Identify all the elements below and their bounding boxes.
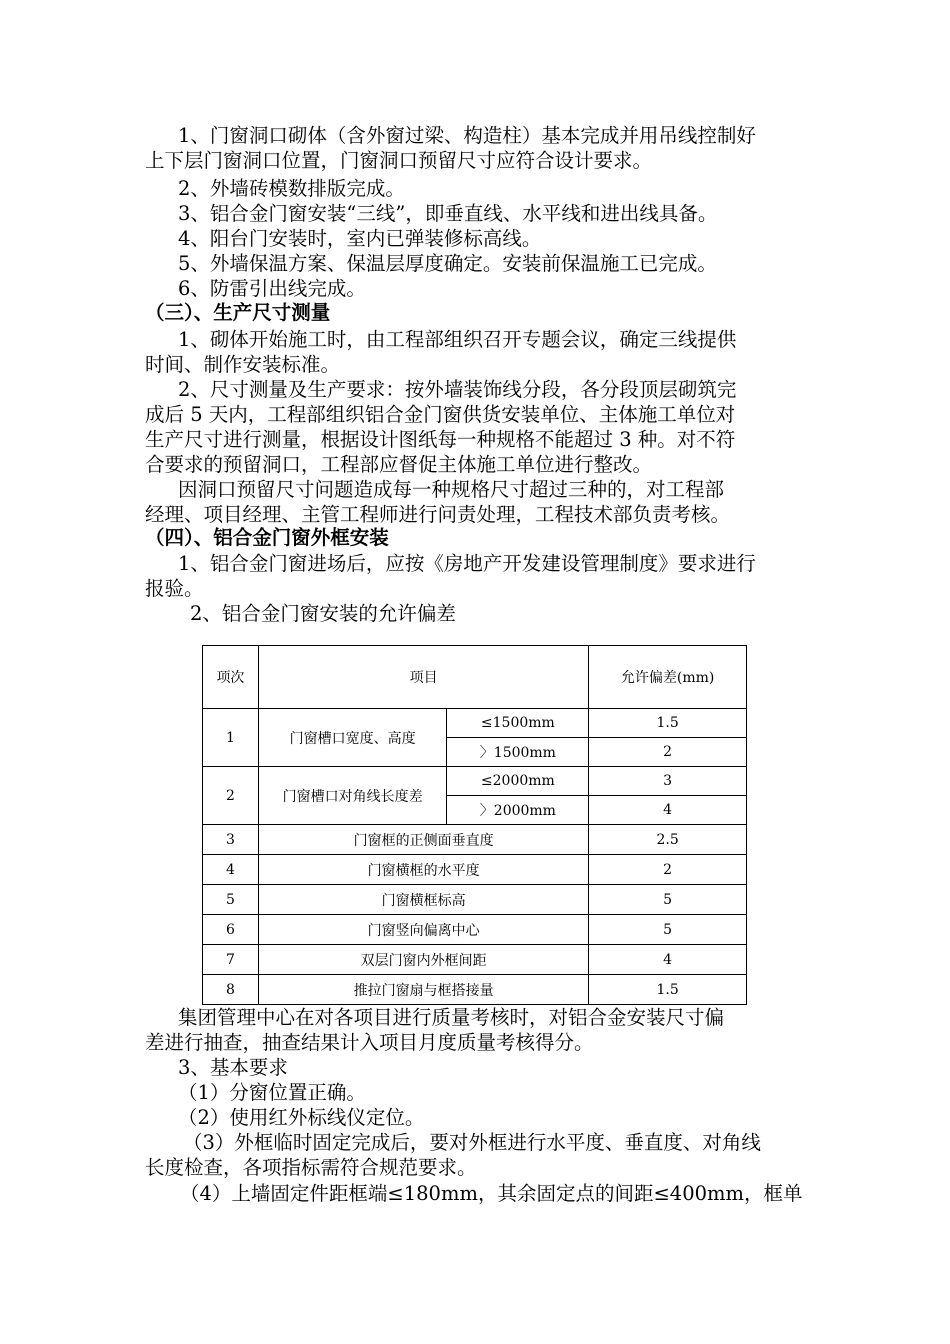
header-cell: 项次 [203,646,259,709]
table-cell: 3 [589,767,747,796]
table-cell: 4 [589,796,747,825]
table-cell: 门窗竖向偏离中心 [258,915,588,945]
table-header-row [203,646,747,709]
list-item: 4、阳台门安装时，室内已弹装修标高线。 [178,227,542,250]
table-cell: 4 [203,855,259,885]
table-cell: 2 [589,855,747,885]
table-row [203,709,747,738]
paragraph-line: 上下层门窗洞口位置，门窗洞口预留尺寸应符合设计要求。 [145,149,653,172]
table-row [203,915,747,945]
table-cell: 门窗槽口对角线长度差 [258,767,447,825]
paragraph-line: 长度检查，各项指标需符合规范要求。 [145,1156,477,1179]
table-cell: 6 [203,915,259,945]
table-cell: 1.5 [589,709,747,738]
list-item: （2）使用红外标线仪定位。 [178,1106,425,1129]
list-item: （1）分窗位置正确。 [178,1081,366,1104]
paragraph-line: 1、铝合金门窗进场后，应按《房地产开发建设管理制度》要求进行 [178,552,756,575]
paragraph-line: 因洞口预留尺寸问题造成每一种规格尺寸超过三种的，对工程部 [178,478,725,501]
paragraph-line: 差进行抽查，抽查结果计入项目月度质量考核得分。 [145,1031,594,1054]
header-cell: 允许偏差(mm) [589,646,747,709]
table-cell: 〉2000mm [447,796,589,825]
table-cell: 1 [203,709,259,767]
paragraph-line: 时间、制作安装标准。 [145,353,341,376]
paragraph-line: 1、门窗洞口砌体（含外窗过梁、构造柱）基本完成并用吊线控制好 [178,124,756,147]
table-cell: 门窗横框标高 [258,885,588,915]
table-row [203,945,747,975]
table-cell: 3 [203,825,259,855]
header-cell: 项目 [258,646,588,709]
section-heading: （四）、铝合金门窗外框安装 [145,526,389,549]
table-cell: 双层门窗内外框间距 [258,945,588,975]
table-cell: 2.5 [589,825,747,855]
paragraph-line: 2、尺寸测量及生产要求：按外墙装饰线分段，各分段顶层砌筑完 [178,378,737,401]
table-cell: 门窗框的正侧面垂直度 [258,825,588,855]
table-row [203,885,747,915]
list-item: 5、外墙保温方案、保温层厚度确定。安装前保温施工已完成。 [178,252,717,275]
table-cell: 门窗横框的水平度 [258,855,588,885]
paragraph-line: 2、铝合金门窗安装的允许偏差 [190,602,456,625]
table-cell: 2 [589,738,747,767]
table-row [203,825,747,855]
table-cell: 5 [589,885,747,915]
list-item: 3、铝合金门窗安装“三线”，即垂直线、水平线和进出线具备。 [178,202,718,225]
table-row [203,767,747,796]
tolerance-table [202,645,747,1005]
table-cell: 4 [589,945,747,975]
paragraph-line: 报验。 [145,577,204,600]
list-item: （4）上墙固定件距框端≤180mm，其余固定点的间距≤400mm，框单 [180,1182,803,1205]
table-cell: 1.5 [589,975,747,1005]
table-cell: 7 [203,945,259,975]
subheading: 3、基本要求 [178,1056,288,1079]
table-cell: 门窗槽口宽度、高度 [258,709,447,767]
list-item: （3）外框临时固定完成后，要对外框进行水平度、垂直度、对角线 [183,1131,761,1154]
paragraph-line: 成后 5 天内，工程部组织铝合金门窗供货安装单位、主体施工单位对 [145,403,736,426]
paragraph-line: 经理、项目经理、主管工程师进行问责处理，工程技术部负责考核。 [145,503,731,526]
table-cell: ≤2000mm [447,767,589,796]
list-item: 6、防雷引出线完成。 [178,277,366,300]
paragraph-line: 合要求的预留洞口，工程部应督促主体施工单位进行整改。 [145,453,653,476]
table-cell: 推拉门窗扇与框搭接量 [258,975,588,1005]
table-row [203,975,747,1005]
paragraph-line: 集团管理中心在对各项目进行质量考核时，对铝合金安装尺寸偏 [178,1006,725,1029]
paragraph-line: 1、砌体开始施工时，由工程部组织召开专题会议，确定三线提供 [178,328,737,351]
table-cell: 5 [203,885,259,915]
table-cell: 2 [203,767,259,825]
table-cell: 〉1500mm [447,738,589,767]
table-cell: 5 [589,915,747,945]
table-cell: 8 [203,975,259,1005]
table-cell: ≤1500mm [447,709,589,738]
table-row [203,855,747,885]
list-item: 2、外墙砖模数排版完成。 [178,177,405,200]
section-heading: （三）、生产尺寸测量 [145,301,331,324]
paragraph-line: 生产尺寸进行测量，根据设计图纸每一种规格不能超过 3 种。对不符 [145,428,736,451]
